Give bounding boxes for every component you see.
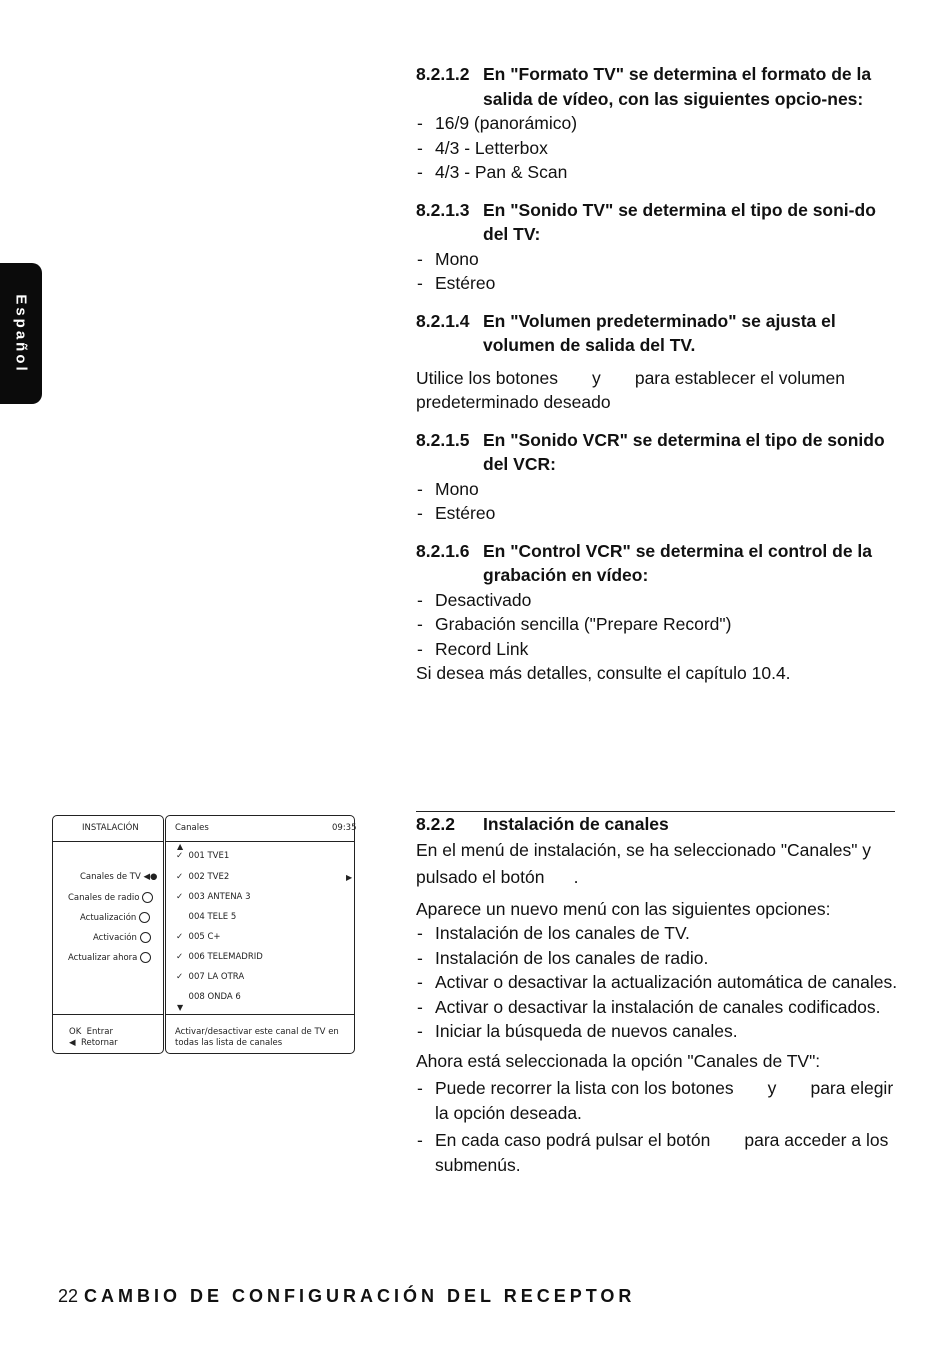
section-heading: 8.2.2 Instalación de canales: [416, 814, 669, 834]
menu-item-update-now[interactable]: Actualizar ahora: [68, 952, 151, 963]
channel-row[interactable]: ✓ 006 TELEMADRID: [176, 952, 263, 962]
back-hint: ◀ Retornar: [69, 1038, 118, 1048]
paragraph: Si desea más detalles, consulte el capítulo 10.4.: [416, 663, 791, 683]
page-footer: [58, 1286, 635, 1307]
help-text: Activar/desactivar este canal de TV en todas las lista de canales: [175, 1027, 339, 1048]
left-arrow-icon: ◀: [69, 1038, 76, 1048]
check-icon: ✓: [176, 872, 184, 882]
list-item: - 4/3 - Pan & Scan: [416, 160, 898, 185]
section-heading: 8.2.1.4 En "Volumen predeterminado" se ajusta el volumen de salida del TV.: [416, 310, 836, 355]
list-item: - Grabación sencilla ("Prepare Record"): [416, 612, 898, 637]
channel-row[interactable]: ✓ 002 TVE2: [176, 872, 230, 882]
section-heading: 8.2.1.5 En "Sonido VCR" se determina el tipo de sonido del VCR:: [416, 429, 885, 474]
radio-icon: [142, 892, 153, 903]
radio-icon: [139, 912, 150, 923]
language-tab: [0, 263, 42, 404]
paragraph: En el menú de instalación, se ha seleccionado "Canales" y pulsado el botón .: [416, 839, 876, 887]
channel-row[interactable]: 004 TELE 5: [188, 912, 237, 922]
ok-hint: OK Entrar: [69, 1027, 113, 1037]
channels-title: Canales: [175, 823, 209, 833]
menu-item-radio-channels[interactable]: Canales de radio: [68, 892, 153, 903]
section-heading: 8.2.1.2 En "Formato TV" se determina el formato de la salida de vídeo, con las siguientes opcio-nes:: [416, 64, 872, 109]
list-item: - Activar o desactivar la instalación de canales codificados.: [416, 995, 898, 1020]
check-icon: ✓: [176, 952, 184, 962]
selected-arrows-icon: ◀●: [143, 872, 158, 882]
list-item: - Desactivado: [416, 588, 898, 613]
list-item: - Activar o desactivar la actualización automática de canales.: [416, 970, 898, 995]
channel-row[interactable]: ✓ 007 LA OTRA: [176, 972, 245, 982]
check-icon: ✓: [176, 972, 184, 982]
installation-title: INSTALACIÓN: [82, 823, 139, 833]
menu-item-update[interactable]: Actualización: [80, 912, 150, 923]
list-item: - Puede recorrer la lista con los botones y para elegir la opción deseada.: [416, 1076, 898, 1125]
check-icon: ✓: [176, 892, 184, 902]
paragraph: Utilice los botones y para establecer el volumen predeterminado deseado: [416, 367, 850, 412]
list-item: - Instalación de los canales de TV.: [416, 921, 898, 946]
section-heading: 8.2.1.3 En "Sonido TV" se determina el tipo de soni-do del TV:: [416, 199, 876, 244]
scroll-up-icon[interactable]: ▲: [177, 842, 184, 851]
language-tab-label: Español: [12, 293, 30, 374]
chapter-title: CAMBIO DE CONFIGURACIÓN DEL RECEPTOR: [84, 1286, 636, 1306]
list-item: - 16/9 (panorámico): [416, 111, 898, 136]
channel-row[interactable]: ✓ 005 C+: [176, 932, 221, 942]
list-item: - Mono: [416, 247, 898, 272]
list-item: - Estéreo: [416, 271, 898, 296]
list-item: - Record Link: [416, 637, 898, 662]
channel-row[interactable]: ✓ 001 TVE1: [176, 851, 230, 861]
page-number: 22: [58, 1286, 79, 1306]
list-item: - Mono: [416, 477, 898, 502]
radio-icon: [140, 952, 151, 963]
menu-item-tv-channels[interactable]: Canales de TV ◀●: [80, 872, 158, 882]
scroll-down-icon[interactable]: ▼: [177, 1003, 184, 1012]
settings-column: [416, 62, 898, 686]
channel-row[interactable]: ✓ 003 ANTENA 3: [176, 892, 251, 902]
check-icon: ✓: [176, 932, 184, 942]
paragraph: Aparece un nuevo menú con las siguientes opciones:: [416, 898, 831, 919]
right-arrow-icon: ▶: [346, 873, 353, 882]
list-item: - 4/3 - Letterbox: [416, 136, 898, 161]
clock: 09:35: [332, 823, 357, 833]
list-item: - Instalación de los canales de radio.: [416, 946, 898, 971]
menu-item-activation[interactable]: Activación: [93, 932, 151, 943]
list-item: - Estéreo: [416, 501, 898, 526]
channel-row[interactable]: 008 ONDA 6: [188, 992, 241, 1002]
list-item: - En cada caso podrá pulsar el botón para acceder a los submenús.: [416, 1128, 898, 1177]
radio-icon: [140, 932, 151, 943]
list-item: - Iniciar la búsqueda de nuevos canales.: [416, 1019, 898, 1044]
paragraph: Ahora está seleccionada la opción "Canales de TV":: [416, 1050, 821, 1071]
channels-column: [416, 812, 898, 1177]
section-heading: 8.2.1.6 En "Control VCR" se determina el control de la grabación en vídeo:: [416, 540, 873, 585]
check-icon: ✓: [176, 851, 184, 861]
